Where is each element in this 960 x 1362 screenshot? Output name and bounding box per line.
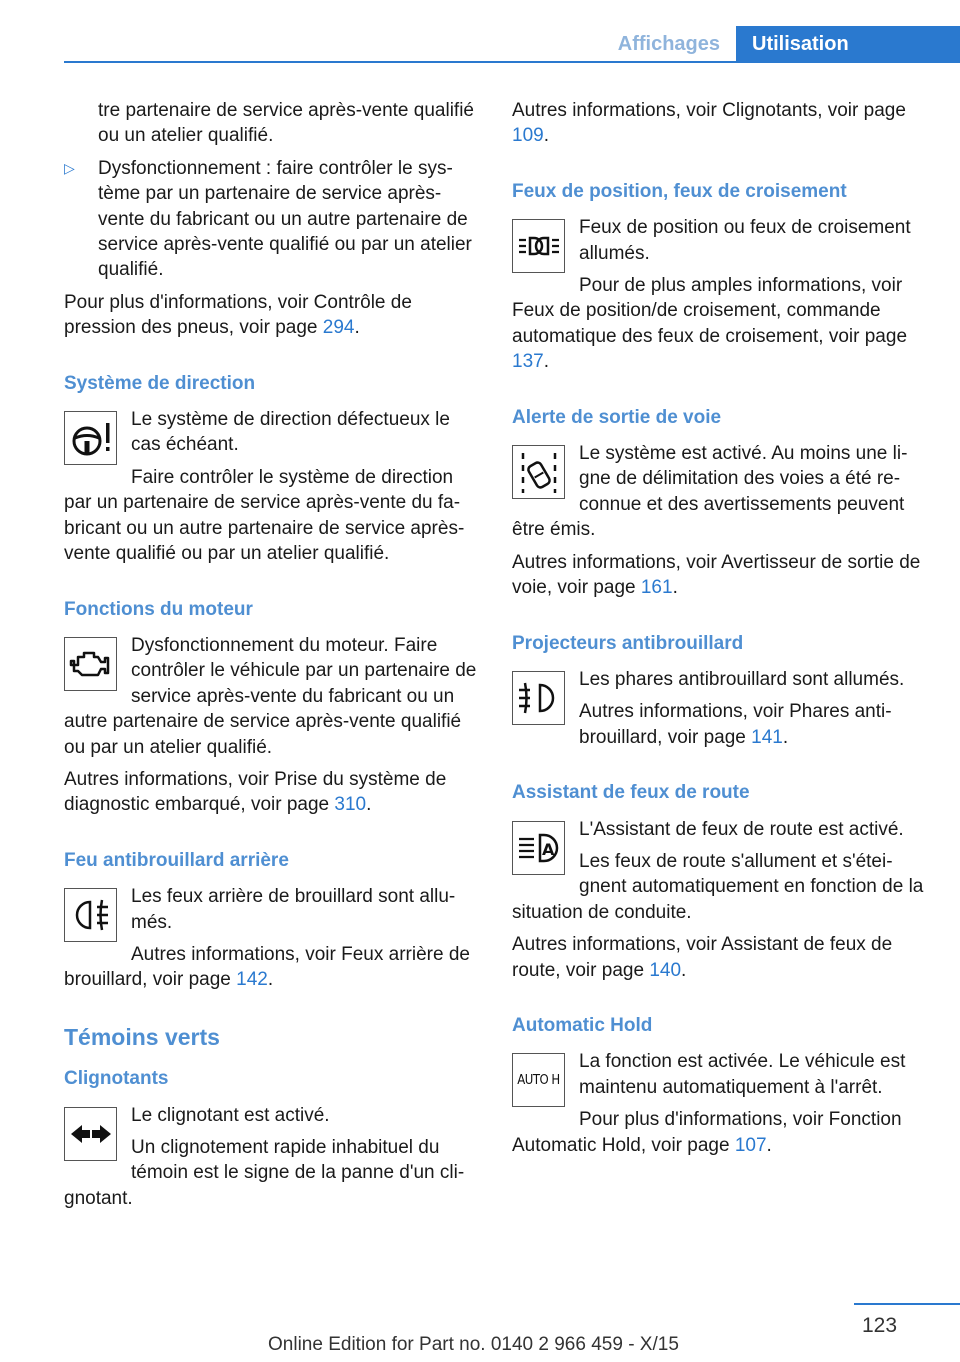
high-beam-text-1: L'Assistant de feux de route est activé.	[579, 818, 904, 840]
tab-utilisation[interactable]: Utilisation	[736, 26, 960, 62]
front-fog-light-icon	[512, 671, 565, 725]
high-beam-assistant-icon	[512, 821, 565, 875]
engine-more-info: Autres informations, voir Prise du système de diagnostic embarqué, voir page 310.	[64, 768, 447, 816]
engine-icon	[64, 637, 117, 691]
section-title-engine: Fonctions du moteur	[64, 598, 253, 620]
page-link-137[interactable]: 137	[512, 351, 544, 373]
section-title-steering: Système de direction	[64, 372, 256, 394]
triangle-bullet-icon: ▷	[64, 159, 75, 176]
section-title-auto-hold: Automatic Hold	[512, 1014, 653, 1036]
left-column	[64, 98, 484, 1218]
footer-rule	[854, 1303, 960, 1305]
high-beam-more-info: Autres informations, voir Assistant de feux de route, voir page 140.	[512, 934, 893, 981]
bullet-text: Dysfonctionnement : faire contrôler le système par un partenaire de service après-vente du fabricant ou un autre partenaire de service après-vente qualifié ou par un atelier qualifié.	[98, 157, 472, 281]
continued-text: tre partenaire de service après-vente qualifié ou un atelier qualifié.	[98, 100, 474, 147]
low-beam-text-2: Pour de plus amples informations, voir Feux de position/de croisement, commande automatique des feux de croisement, voir page 137.	[512, 275, 908, 373]
front-fog-text-1: Les phares antibrouillard sont allumés.	[579, 668, 905, 690]
low-beam-text-1: Feux de position ou feux de croisement allumés.	[579, 217, 911, 264]
page-link-109[interactable]: 109	[512, 125, 544, 147]
lane-more-info: Autres informations, voir Avertisseur de sortie de voie, voir page 161.	[512, 551, 921, 599]
page-header	[0, 0, 960, 64]
steering-warning-icon	[64, 411, 117, 465]
turn-more-info: Autres informations, voir Clignotants, voir page 109.	[512, 100, 906, 147]
auto-hold-icon-label: AUTO H	[517, 1072, 560, 1088]
position-light-icon	[512, 219, 565, 273]
section-title-lane-departure: Alerte de sortie de voie	[512, 406, 722, 428]
front-fog-item	[512, 667, 930, 750]
page-link-310[interactable]: 310	[334, 794, 367, 816]
page-link-141[interactable]: 141	[751, 726, 783, 748]
section-title-high-beam: Assistant de feux de route	[512, 782, 750, 804]
turn-signal-text-2: Un clignotement rapide inhabituel du témoin est le signe de la panne d'un clignotant.	[64, 1137, 465, 1209]
front-fog-more-info: Autres informations, voir Phares antibrouillard, voir page 141.	[579, 701, 892, 748]
turn-signal-text-1: Le clignotant est activé.	[131, 1104, 330, 1126]
rear-fog-more-info: Autres informations, voir Feux arrière de brouillard, voir page 142.	[64, 943, 470, 991]
steering-text-2: Faire contrôler le système de direction par un partenaire de service après-vente du fabricant ou un autre partenaire de service après-vente qualifié ou par un atelier qualifié.	[64, 466, 465, 565]
lane-departure-item	[512, 441, 930, 600]
turn-signal-item	[64, 1103, 484, 1212]
low-beam-item	[512, 215, 930, 374]
steering-item	[64, 407, 484, 566]
page-number: 123	[862, 1314, 898, 1337]
auto-hold-item	[512, 1049, 930, 1158]
page-link-161[interactable]: 161	[640, 577, 673, 599]
auto-hold-icon	[512, 1053, 565, 1107]
engine-text-1: Dysfonctionnement du moteur. Faire contrôler le véhicule par un partenaire de service après-vente du fabricant ou un autre partenaire de service après-vente qualifié ou par un atelier qualifié.	[64, 634, 477, 758]
page-link-294[interactable]: 294	[322, 317, 355, 339]
lane-text-1: Le système est activé. Au moins une ligne de délimitation des voies a été reconnue et des avertissements peuvent être émis.	[512, 443, 908, 541]
page-link-140[interactable]: 140	[649, 959, 682, 981]
auto-hold-text-1: La fonction est activée. Le véhicule est maintenu automatiquement à l'arrêt.	[579, 1051, 906, 1098]
auto-hold-text-2: Pour plus d'informations, voir Fonction Automatic Hold, voir page 107.	[512, 1109, 902, 1156]
lane-departure-icon	[512, 445, 565, 499]
tire-more-info: Pour plus d'informations, voir Contrôle de pression des pneus, voir page 294.	[64, 291, 412, 339]
rear-fog-item	[64, 884, 484, 993]
section-title-turn-signals: Clignotants	[64, 1068, 169, 1090]
section-title-front-fog: Projecteurs antibrouillard	[512, 632, 744, 654]
high-beam-item	[512, 817, 930, 983]
bullet-item	[64, 156, 484, 283]
right-column	[512, 98, 930, 1165]
header-rule	[64, 61, 960, 63]
section-title-rear-fog: Feu antibrouillard arrière	[64, 849, 289, 871]
svg-text:A: A	[541, 839, 554, 859]
steering-text-1: Le système de direction défectueux le cas échéant.	[131, 409, 450, 456]
tab-affichages[interactable]: Affichages	[617, 33, 720, 55]
section-title-green-lights: Témoins verts	[64, 1023, 220, 1050]
page-link-107[interactable]: 107	[734, 1134, 767, 1156]
rear-fog-text-1: Les feux arrière de brouillard sont allumés.	[131, 886, 456, 933]
page-link-142[interactable]: 142	[236, 969, 268, 991]
section-title-low-beam: Feux de position, feux de croisement	[512, 180, 847, 202]
rear-fog-light-icon	[64, 888, 117, 942]
edition-footer: Online Edition for Part no. 0140 2 966 459 - X/15	[268, 1334, 679, 1355]
engine-item	[64, 633, 484, 818]
turn-signal-icon	[64, 1107, 117, 1161]
high-beam-text-2: Les feux de route s'allument et s'éteignent automatiquement en fonction de la situation de conduite.	[512, 850, 924, 923]
